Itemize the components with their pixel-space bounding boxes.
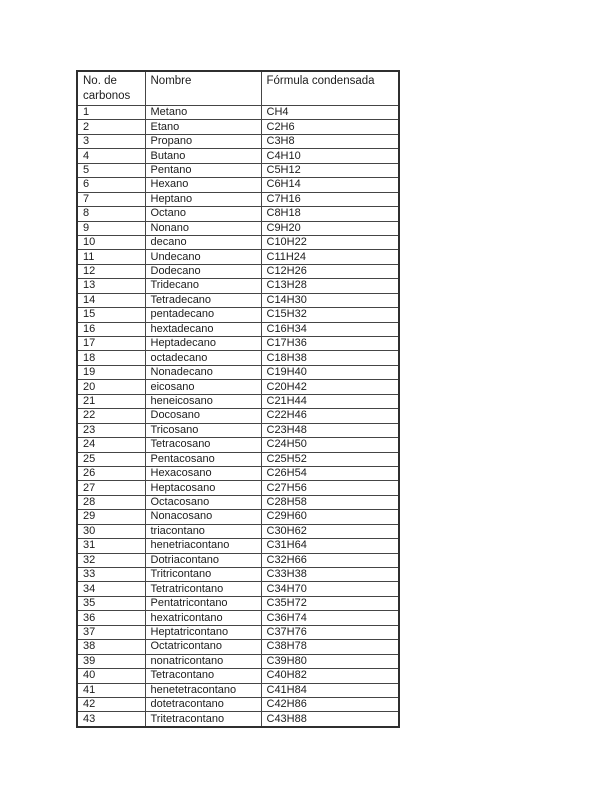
carbons-cell: 6 xyxy=(77,178,145,192)
carbons-cell: 39 xyxy=(77,654,145,668)
carbons-cell: 14 xyxy=(77,293,145,307)
formula-cell: C39H80 xyxy=(261,654,399,668)
carbons-cell: 31 xyxy=(77,539,145,553)
formula-cell: C4H10 xyxy=(261,149,399,163)
carbons-cell: 9 xyxy=(77,221,145,235)
header-carbons: No. de carbonos xyxy=(77,71,145,106)
table-row xyxy=(77,192,399,206)
name-cell: Tetracosano xyxy=(145,438,261,452)
name-cell: henetetracontano xyxy=(145,683,261,697)
formula-cell: C27H56 xyxy=(261,481,399,495)
formula-cell: C41H84 xyxy=(261,683,399,697)
carbons-cell: 19 xyxy=(77,365,145,379)
name-cell: Butano xyxy=(145,149,261,163)
carbons-cell: 16 xyxy=(77,322,145,336)
formula-cell: C34H70 xyxy=(261,582,399,596)
name-cell: Octacosano xyxy=(145,495,261,509)
name-cell: Dotriacontano xyxy=(145,553,261,567)
carbons-cell: 37 xyxy=(77,625,145,639)
formula-cell: C2H6 xyxy=(261,120,399,134)
table-row xyxy=(77,625,399,639)
carbons-cell: 7 xyxy=(77,192,145,206)
name-cell: Dodecano xyxy=(145,264,261,278)
carbons-cell: 34 xyxy=(77,582,145,596)
table-row xyxy=(77,712,399,727)
carbons-cell: 41 xyxy=(77,683,145,697)
table-row xyxy=(77,409,399,423)
table-row xyxy=(77,568,399,582)
formula-cell: C18H38 xyxy=(261,351,399,365)
carbons-cell: 33 xyxy=(77,568,145,582)
table-row xyxy=(77,510,399,524)
table-row xyxy=(77,106,399,120)
table-row xyxy=(77,582,399,596)
table-row xyxy=(77,221,399,235)
table-row xyxy=(77,669,399,683)
table-row xyxy=(77,495,399,509)
name-cell: hexatricontano xyxy=(145,611,261,625)
name-cell: Hexano xyxy=(145,178,261,192)
formula-cell: C10H22 xyxy=(261,235,399,249)
carbons-cell: 18 xyxy=(77,351,145,365)
carbons-cell: 29 xyxy=(77,510,145,524)
name-cell: Pentatricontano xyxy=(145,596,261,610)
formula-cell: C25H52 xyxy=(261,452,399,466)
name-cell: Tricosano xyxy=(145,423,261,437)
carbons-cell: 2 xyxy=(77,120,145,134)
formula-cell: C38H78 xyxy=(261,640,399,654)
name-cell: Heptano xyxy=(145,192,261,206)
formula-cell: C20H42 xyxy=(261,380,399,394)
header-row xyxy=(77,71,399,106)
carbons-cell: 32 xyxy=(77,553,145,567)
table-row xyxy=(77,279,399,293)
carbons-cell: 1 xyxy=(77,106,145,120)
name-cell: Docosano xyxy=(145,409,261,423)
table-row xyxy=(77,293,399,307)
carbons-cell: 30 xyxy=(77,524,145,538)
formula-cell: C7H16 xyxy=(261,192,399,206)
name-cell: eicosano xyxy=(145,380,261,394)
formula-cell: C23H48 xyxy=(261,423,399,437)
carbons-cell: 38 xyxy=(77,640,145,654)
table-row xyxy=(77,539,399,553)
formula-cell: C28H58 xyxy=(261,495,399,509)
carbons-cell: 28 xyxy=(77,495,145,509)
carbons-cell: 11 xyxy=(77,250,145,264)
carbons-cell: 20 xyxy=(77,380,145,394)
carbons-cell: 42 xyxy=(77,697,145,711)
name-cell: octadecano xyxy=(145,351,261,365)
table-row xyxy=(77,423,399,437)
formula-cell: C21H44 xyxy=(261,394,399,408)
formula-cell: C24H50 xyxy=(261,438,399,452)
name-cell: Heptadecano xyxy=(145,337,261,351)
name-cell: Undecano xyxy=(145,250,261,264)
formula-cell: C19H40 xyxy=(261,365,399,379)
carbons-cell: 40 xyxy=(77,669,145,683)
carbons-cell: 4 xyxy=(77,149,145,163)
formula-cell: C22H46 xyxy=(261,409,399,423)
table-row xyxy=(77,524,399,538)
name-cell: Heptatricontano xyxy=(145,625,261,639)
name-cell: Tetratricontano xyxy=(145,582,261,596)
formula-cell: C29H60 xyxy=(261,510,399,524)
formula-cell: C15H32 xyxy=(261,308,399,322)
carbons-cell: 12 xyxy=(77,264,145,278)
name-cell: Octatricontano xyxy=(145,640,261,654)
table-row xyxy=(77,466,399,480)
name-cell: Nonano xyxy=(145,221,261,235)
table-row xyxy=(77,337,399,351)
name-cell: Tetradecano xyxy=(145,293,261,307)
name-cell: heneicosano xyxy=(145,394,261,408)
formula-cell: C26H54 xyxy=(261,466,399,480)
formula-cell: C16H34 xyxy=(261,322,399,336)
name-cell: henetriacontano xyxy=(145,539,261,553)
name-cell: Hexacosano xyxy=(145,466,261,480)
table-row xyxy=(77,452,399,466)
formula-cell: C32H66 xyxy=(261,553,399,567)
table-row xyxy=(77,394,399,408)
name-cell: decano xyxy=(145,235,261,249)
name-cell: Tritricontano xyxy=(145,568,261,582)
formula-cell: C9H20 xyxy=(261,221,399,235)
name-cell: Nonacosano xyxy=(145,510,261,524)
carbons-cell: 3 xyxy=(77,134,145,148)
table-row xyxy=(77,308,399,322)
name-cell: Pentacosano xyxy=(145,452,261,466)
formula-cell: C11H24 xyxy=(261,250,399,264)
name-cell: Etano xyxy=(145,120,261,134)
carbons-cell: 27 xyxy=(77,481,145,495)
carbons-cell: 26 xyxy=(77,466,145,480)
formula-cell: CH4 xyxy=(261,106,399,120)
formula-cell: C8H18 xyxy=(261,207,399,221)
carbons-cell: 13 xyxy=(77,279,145,293)
name-cell: triacontano xyxy=(145,524,261,538)
formula-cell: C14H30 xyxy=(261,293,399,307)
table-header xyxy=(77,71,399,106)
carbons-cell: 5 xyxy=(77,163,145,177)
name-cell: pentadecano xyxy=(145,308,261,322)
table-row xyxy=(77,250,399,264)
table-row xyxy=(77,322,399,336)
formula-cell: C30H62 xyxy=(261,524,399,538)
formula-cell: C31H64 xyxy=(261,539,399,553)
table-row xyxy=(77,611,399,625)
name-cell: nonatricontano xyxy=(145,654,261,668)
table-row xyxy=(77,178,399,192)
table-row xyxy=(77,264,399,278)
formula-cell: C13H28 xyxy=(261,279,399,293)
name-cell: Pentano xyxy=(145,163,261,177)
table-row xyxy=(77,654,399,668)
formula-cell: C17H36 xyxy=(261,337,399,351)
table-row xyxy=(77,697,399,711)
carbons-cell: 8 xyxy=(77,207,145,221)
formula-cell: C12H26 xyxy=(261,264,399,278)
table-row xyxy=(77,596,399,610)
table-body xyxy=(77,106,399,727)
name-cell: Octano xyxy=(145,207,261,221)
name-cell: Tridecano xyxy=(145,279,261,293)
table-row xyxy=(77,235,399,249)
name-cell: Tetracontano xyxy=(145,669,261,683)
carbons-cell: 43 xyxy=(77,712,145,727)
table-row xyxy=(77,120,399,134)
table-row xyxy=(77,380,399,394)
table-row xyxy=(77,438,399,452)
carbons-cell: 21 xyxy=(77,394,145,408)
table-row xyxy=(77,553,399,567)
table-row xyxy=(77,163,399,177)
table-row xyxy=(77,683,399,697)
carbons-cell: 22 xyxy=(77,409,145,423)
table-row xyxy=(77,640,399,654)
carbons-cell: 23 xyxy=(77,423,145,437)
carbons-cell: 36 xyxy=(77,611,145,625)
header-formula: Fórmula condensada xyxy=(261,71,399,106)
table-row xyxy=(77,351,399,365)
formula-cell: C40H82 xyxy=(261,669,399,683)
formula-cell: C36H74 xyxy=(261,611,399,625)
formula-cell: C33H38 xyxy=(261,568,399,582)
name-cell: Metano xyxy=(145,106,261,120)
carbons-cell: 35 xyxy=(77,596,145,610)
table-row xyxy=(77,134,399,148)
carbons-cell: 17 xyxy=(77,337,145,351)
formula-cell: C3H8 xyxy=(261,134,399,148)
name-cell: Nonadecano xyxy=(145,365,261,379)
table-row xyxy=(77,149,399,163)
formula-cell: C5H12 xyxy=(261,163,399,177)
name-cell: Heptacosano xyxy=(145,481,261,495)
carbons-cell: 10 xyxy=(77,235,145,249)
name-cell: hextadecano xyxy=(145,322,261,336)
table-row xyxy=(77,481,399,495)
formula-cell: C37H76 xyxy=(261,625,399,639)
formula-cell: C42H86 xyxy=(261,697,399,711)
header-nombre: Nombre xyxy=(145,71,261,106)
name-cell: Propano xyxy=(145,134,261,148)
formula-cell: C6H14 xyxy=(261,178,399,192)
carbons-cell: 25 xyxy=(77,452,145,466)
carbons-cell: 24 xyxy=(77,438,145,452)
formula-cell: C43H88 xyxy=(261,712,399,727)
formula-cell: C35H72 xyxy=(261,596,399,610)
alkanes-table xyxy=(76,70,400,728)
table-row xyxy=(77,365,399,379)
name-cell: Tritetracontano xyxy=(145,712,261,727)
table-row xyxy=(77,207,399,221)
name-cell: dotetracontano xyxy=(145,697,261,711)
carbons-cell: 15 xyxy=(77,308,145,322)
